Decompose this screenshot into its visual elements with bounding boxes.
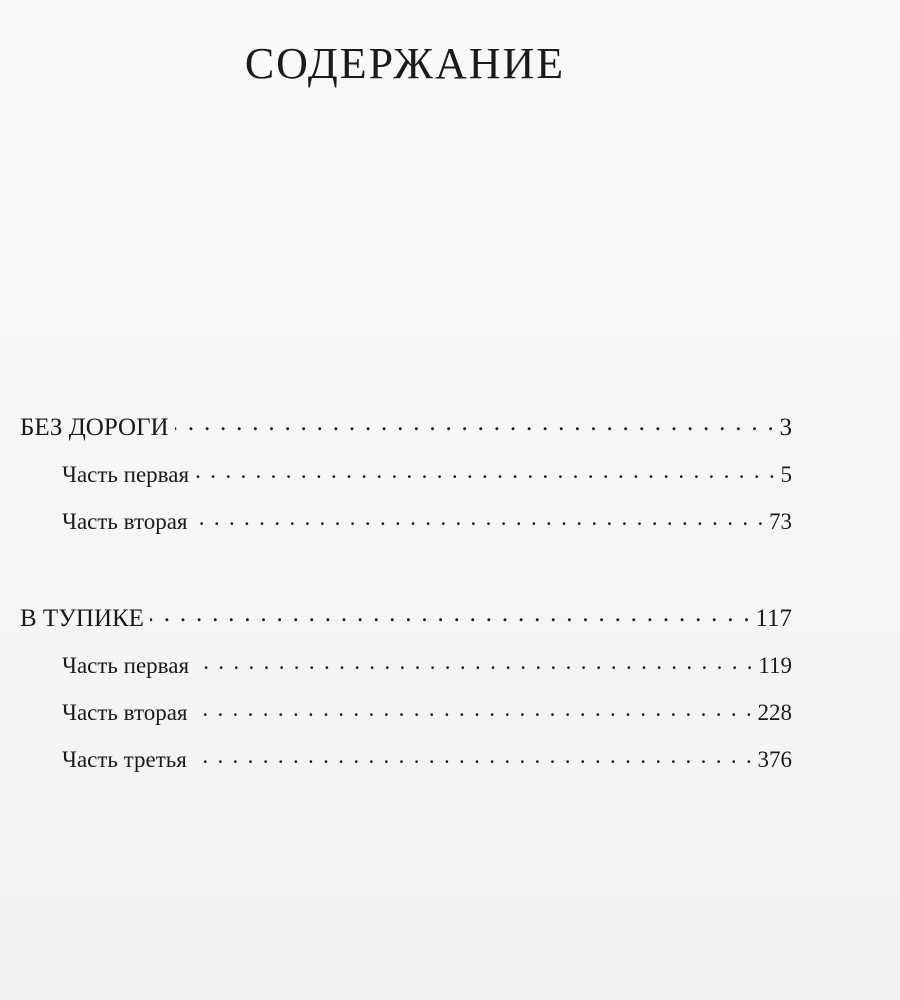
toc-entry (20, 689, 792, 736)
dot-leader (150, 601, 751, 626)
dot-leader (193, 506, 765, 529)
dot-leader (195, 650, 754, 673)
toc-section-v-tupike (20, 595, 792, 642)
section-spacer (20, 545, 792, 595)
toc-page-number: 228 (757, 700, 792, 725)
page-title: СОДЕРЖАНИЕ (244, 39, 566, 88)
dot-leader (195, 459, 776, 482)
toc-page-number: 376 (757, 747, 792, 772)
toc-page-number: 119 (758, 653, 792, 678)
toc-entry (20, 451, 792, 498)
toc-page-number: 73 (769, 509, 792, 534)
dot-leader (193, 697, 753, 720)
table-of-contents (20, 404, 792, 783)
toc-entry (20, 498, 792, 545)
toc-section-label: В ТУПИКЕ (20, 605, 144, 632)
toc-section-bez-dorogi (20, 404, 792, 451)
toc-entry-label: Часть первая (62, 653, 190, 678)
toc-entry-label: Часть первая (62, 462, 190, 487)
dot-leader (193, 744, 754, 767)
toc-page-number: 5 (780, 462, 792, 487)
toc-entry (20, 642, 792, 689)
dot-leader (175, 410, 776, 435)
toc-section-label: БЕЗ ДОРОГИ (20, 414, 169, 441)
toc-page-number: 117 (755, 605, 792, 632)
toc-entry-label: Часть вторая (62, 700, 188, 725)
toc-entry-label: Часть третья (62, 747, 187, 772)
toc-entry-label: Часть вторая (62, 509, 188, 534)
toc-page-number: 3 (779, 414, 792, 441)
toc-entry (20, 736, 792, 783)
